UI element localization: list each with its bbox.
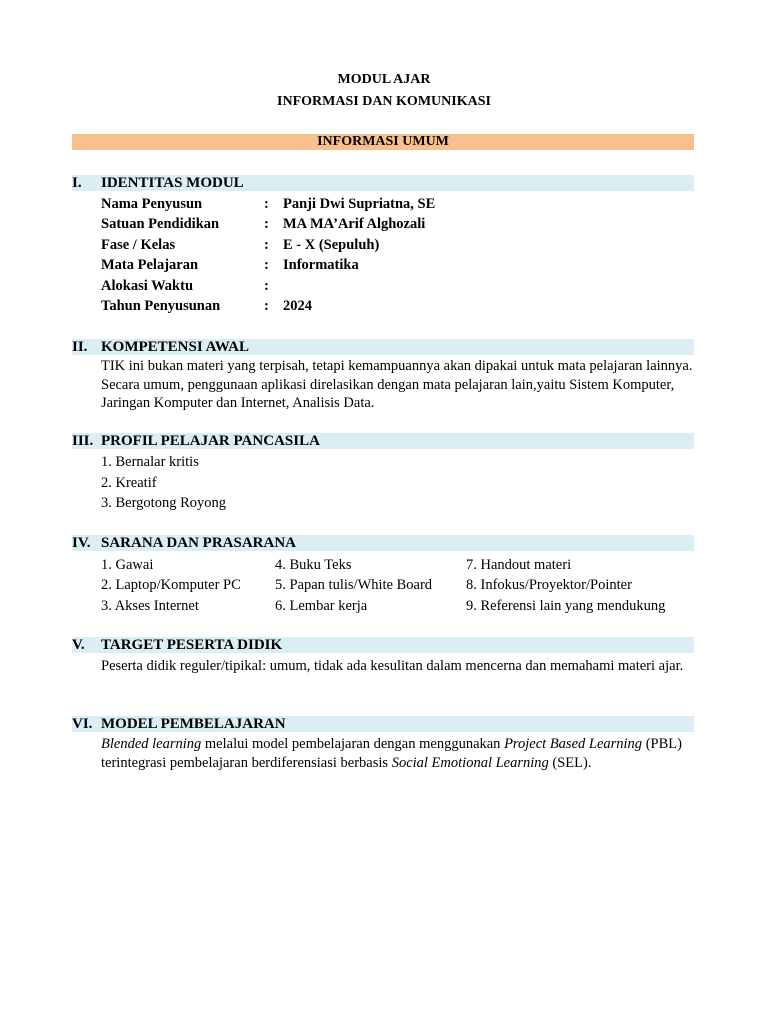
list-item: 2. Kreatif	[101, 475, 157, 491]
section-title: MODEL PEMBELAJARAN	[101, 716, 286, 732]
section-title: SARANA DAN PRASARANA	[101, 535, 297, 551]
model-text	[101, 735, 696, 772]
field-value: E - X (Sepuluh)	[283, 237, 380, 253]
field-value: Informatika	[283, 257, 359, 273]
section-number: IV.	[72, 535, 91, 551]
section-number: VI.	[72, 716, 93, 732]
doc-title-line1: MODUL AJAR	[337, 72, 431, 87]
target-text: Peserta didik reguler/tipikal: umum, tidak ada kesulitan dalam mencerna dan memahami materi ajar.	[101, 658, 684, 674]
list-item: 1. Bernalar kritis	[101, 454, 199, 470]
field-sep: :	[264, 298, 269, 314]
list-item: 4. Buku Teks	[275, 557, 352, 573]
section-title: KOMPETENSI AWAL	[101, 339, 249, 355]
field-label: Satuan Pendidikan	[101, 216, 220, 232]
section-target-header	[72, 637, 694, 653]
italic-term: Project Based Learning	[504, 736, 643, 752]
field-sep: :	[264, 196, 269, 212]
field-sep: :	[264, 278, 269, 294]
doc-title-line2: INFORMASI DAN KOMUNIKASI	[277, 94, 491, 109]
model-text-part: melalui model pembelajaran dengan menggunakan	[201, 736, 505, 752]
info-umum-banner: INFORMASI UMUM	[72, 134, 694, 150]
field-value: 2024	[283, 298, 312, 314]
list-item: 6. Lembar kerja	[275, 598, 368, 614]
field-value: MA MA’Arif Alghozali	[283, 216, 426, 232]
field-label: Nama Penyusun	[101, 196, 203, 212]
section-number: I.	[72, 175, 82, 191]
list-item: 3. Akses Internet	[101, 598, 199, 614]
field-label: Tahun Penyusunan	[101, 298, 221, 314]
italic-term: Social Emotional Learning	[391, 754, 549, 771]
section-sarana-header	[72, 535, 694, 551]
field-label: Fase / Kelas	[101, 237, 176, 253]
section-profil-header	[72, 433, 694, 449]
field-value: Panji Dwi Supriatna, SE	[283, 196, 436, 212]
section-title: IDENTITAS MODUL	[101, 175, 244, 191]
italic-term: Blended learning	[101, 736, 202, 752]
section-title: TARGET PESERTA DIDIK	[101, 637, 283, 653]
list-item: 3. Bergotong Royong	[101, 495, 226, 511]
model-text-part: (PBL) terintegrasi pembelajaran berdiferensiasi berbasis	[101, 736, 682, 771]
section-title: PROFIL PELAJAR PANCASILA	[101, 433, 320, 449]
kompetensi-text: TIK ini bukan materi yang terpisah, tetapi kemampuannya akan dipakai untuk mata pelajaran lainnya. Secara umum, penggunaan aplikasi direlasikan dengan mata pelajaran lain,yaitu Sistem Komputer, Jaringan Komputer dan Internet, Analisis Data.	[101, 358, 693, 411]
field-label: Alokasi Waktu	[101, 278, 194, 294]
field-sep: :	[264, 257, 269, 273]
list-item: 7. Handout materi	[466, 557, 572, 573]
list-item: 8. Infokus/Proyektor/Pointer	[466, 577, 632, 593]
list-item: 1. Gawai	[101, 557, 154, 573]
field-sep: :	[264, 237, 269, 253]
field-label: Mata Pelajaran	[101, 257, 199, 273]
section-number: III.	[72, 433, 94, 449]
section-identitas-header	[72, 175, 694, 191]
list-item: 9. Referensi lain yang mendukung	[466, 598, 666, 614]
list-item: 2. Laptop/Komputer PC	[101, 577, 241, 593]
section-number: V.	[72, 637, 85, 653]
section-number: II.	[72, 339, 88, 355]
section-model-header	[72, 716, 694, 732]
section-kompetensi-header	[72, 339, 694, 355]
list-item: 5. Papan tulis/White Board	[275, 577, 433, 593]
field-sep: :	[264, 216, 269, 232]
model-text-part: (SEL).	[548, 754, 592, 771]
